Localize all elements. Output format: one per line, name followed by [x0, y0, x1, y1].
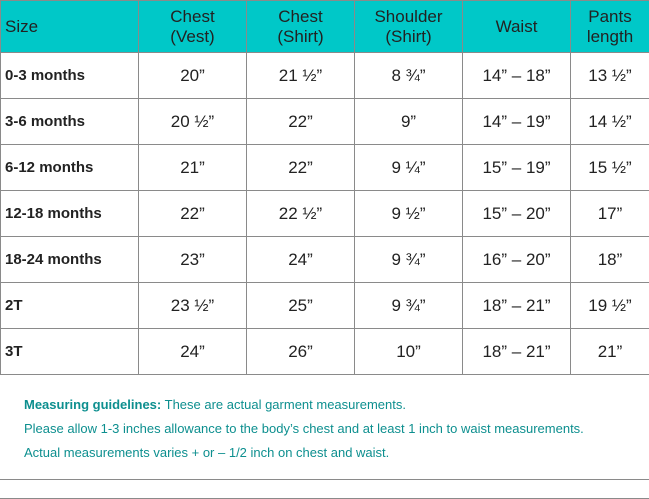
table-header — [1, 1, 649, 53]
cell-size: 12-18 months — [1, 191, 139, 237]
cell-chest-vest: 20” — [139, 53, 247, 99]
cell-shoulder-shirt: 8 ¾” — [355, 53, 463, 99]
guideline-allowance: Please allow 1-3 inches allowance to the body’s chest and at least 1 inch to waist measurements. — [24, 421, 584, 437]
header-waist-label: Waist — [463, 17, 570, 37]
table-row — [1, 237, 649, 283]
cell-size: 3-6 months — [1, 99, 139, 145]
header-pants-length-line2: length — [571, 27, 649, 47]
cell-chest-shirt: 24” — [247, 237, 355, 283]
header-size — [1, 1, 139, 53]
cell-waist: 14” – 19” — [463, 99, 571, 145]
cell-waist: 15” – 19” — [463, 145, 571, 191]
cell-chest-shirt: 26” — [247, 329, 355, 375]
header-chest-vest — [139, 1, 247, 53]
cell-shoulder-shirt: 9 ½” — [355, 191, 463, 237]
cell-pants-length: 19 ½” — [571, 283, 649, 329]
cell-chest-vest: 23” — [139, 237, 247, 283]
cell-waist: 16” – 20” — [463, 237, 571, 283]
cell-chest-shirt: 22” — [247, 99, 355, 145]
cell-shoulder-shirt: 9 ¾” — [355, 237, 463, 283]
cell-shoulder-shirt: 9” — [355, 99, 463, 145]
header-chest-shirt-line1: Chest — [247, 7, 354, 27]
cell-chest-shirt: 22 ½” — [247, 191, 355, 237]
cell-chest-vest: 22” — [139, 191, 247, 237]
table-row — [1, 99, 649, 145]
cell-chest-vest: 24” — [139, 329, 247, 375]
cell-shoulder-shirt: 9 ¼” — [355, 145, 463, 191]
guideline-intro-text: These are actual garment measurements. — [161, 397, 406, 412]
table-body — [1, 53, 649, 375]
cell-pants-length: 21” — [571, 329, 649, 375]
table-row — [1, 329, 649, 375]
header-waist — [463, 1, 571, 53]
cell-size: 6-12 months — [1, 145, 139, 191]
cell-waist: 18” – 21” — [463, 329, 571, 375]
bottom-divider — [0, 479, 649, 480]
cell-shoulder-shirt: 10” — [355, 329, 463, 375]
cell-chest-vest: 23 ½” — [139, 283, 247, 329]
cell-pants-length: 14 ½” — [571, 99, 649, 145]
table-row — [1, 53, 649, 99]
cell-size: 18-24 months — [1, 237, 139, 283]
cell-pants-length: 15 ½” — [571, 145, 649, 191]
guideline-title: Measuring guidelines: — [24, 397, 161, 412]
cell-waist: 15” – 20” — [463, 191, 571, 237]
header-row — [1, 1, 649, 53]
cell-size: 2T — [1, 283, 139, 329]
cell-pants-length: 18” — [571, 237, 649, 283]
header-shoulder-shirt-line1: Shoulder — [355, 7, 462, 27]
header-shoulder-shirt — [355, 1, 463, 53]
header-chest-vest-line2: (Vest) — [139, 27, 246, 47]
cell-chest-shirt: 21 ½” — [247, 53, 355, 99]
header-shoulder-shirt-line2: (Shirt) — [355, 27, 462, 47]
cell-chest-shirt: 22” — [247, 145, 355, 191]
cell-size: 0-3 months — [1, 53, 139, 99]
cell-waist: 14” – 18” — [463, 53, 571, 99]
cell-waist: 18” – 21” — [463, 283, 571, 329]
header-chest-shirt — [247, 1, 355, 53]
cell-chest-vest: 20 ½” — [139, 99, 247, 145]
cell-pants-length: 13 ½” — [571, 53, 649, 99]
header-size-label: Size — [5, 17, 138, 37]
cell-chest-vest: 21” — [139, 145, 247, 191]
guideline-variance: Actual measurements varies + or – 1/2 inch on chest and waist. — [24, 445, 389, 461]
header-chest-shirt-line2: (Shirt) — [247, 27, 354, 47]
cell-pants-length: 17” — [571, 191, 649, 237]
table-row — [1, 283, 649, 329]
guideline-intro — [24, 397, 406, 413]
header-pants-length — [571, 1, 649, 53]
header-pants-length-line1: Pants — [571, 7, 649, 27]
measuring-guidelines — [0, 374, 649, 499]
header-chest-vest-line1: Chest — [139, 7, 246, 27]
cell-shoulder-shirt: 9 ¾” — [355, 283, 463, 329]
table-row — [1, 191, 649, 237]
cell-size: 3T — [1, 329, 139, 375]
table-row — [1, 145, 649, 191]
cell-chest-shirt: 25” — [247, 283, 355, 329]
